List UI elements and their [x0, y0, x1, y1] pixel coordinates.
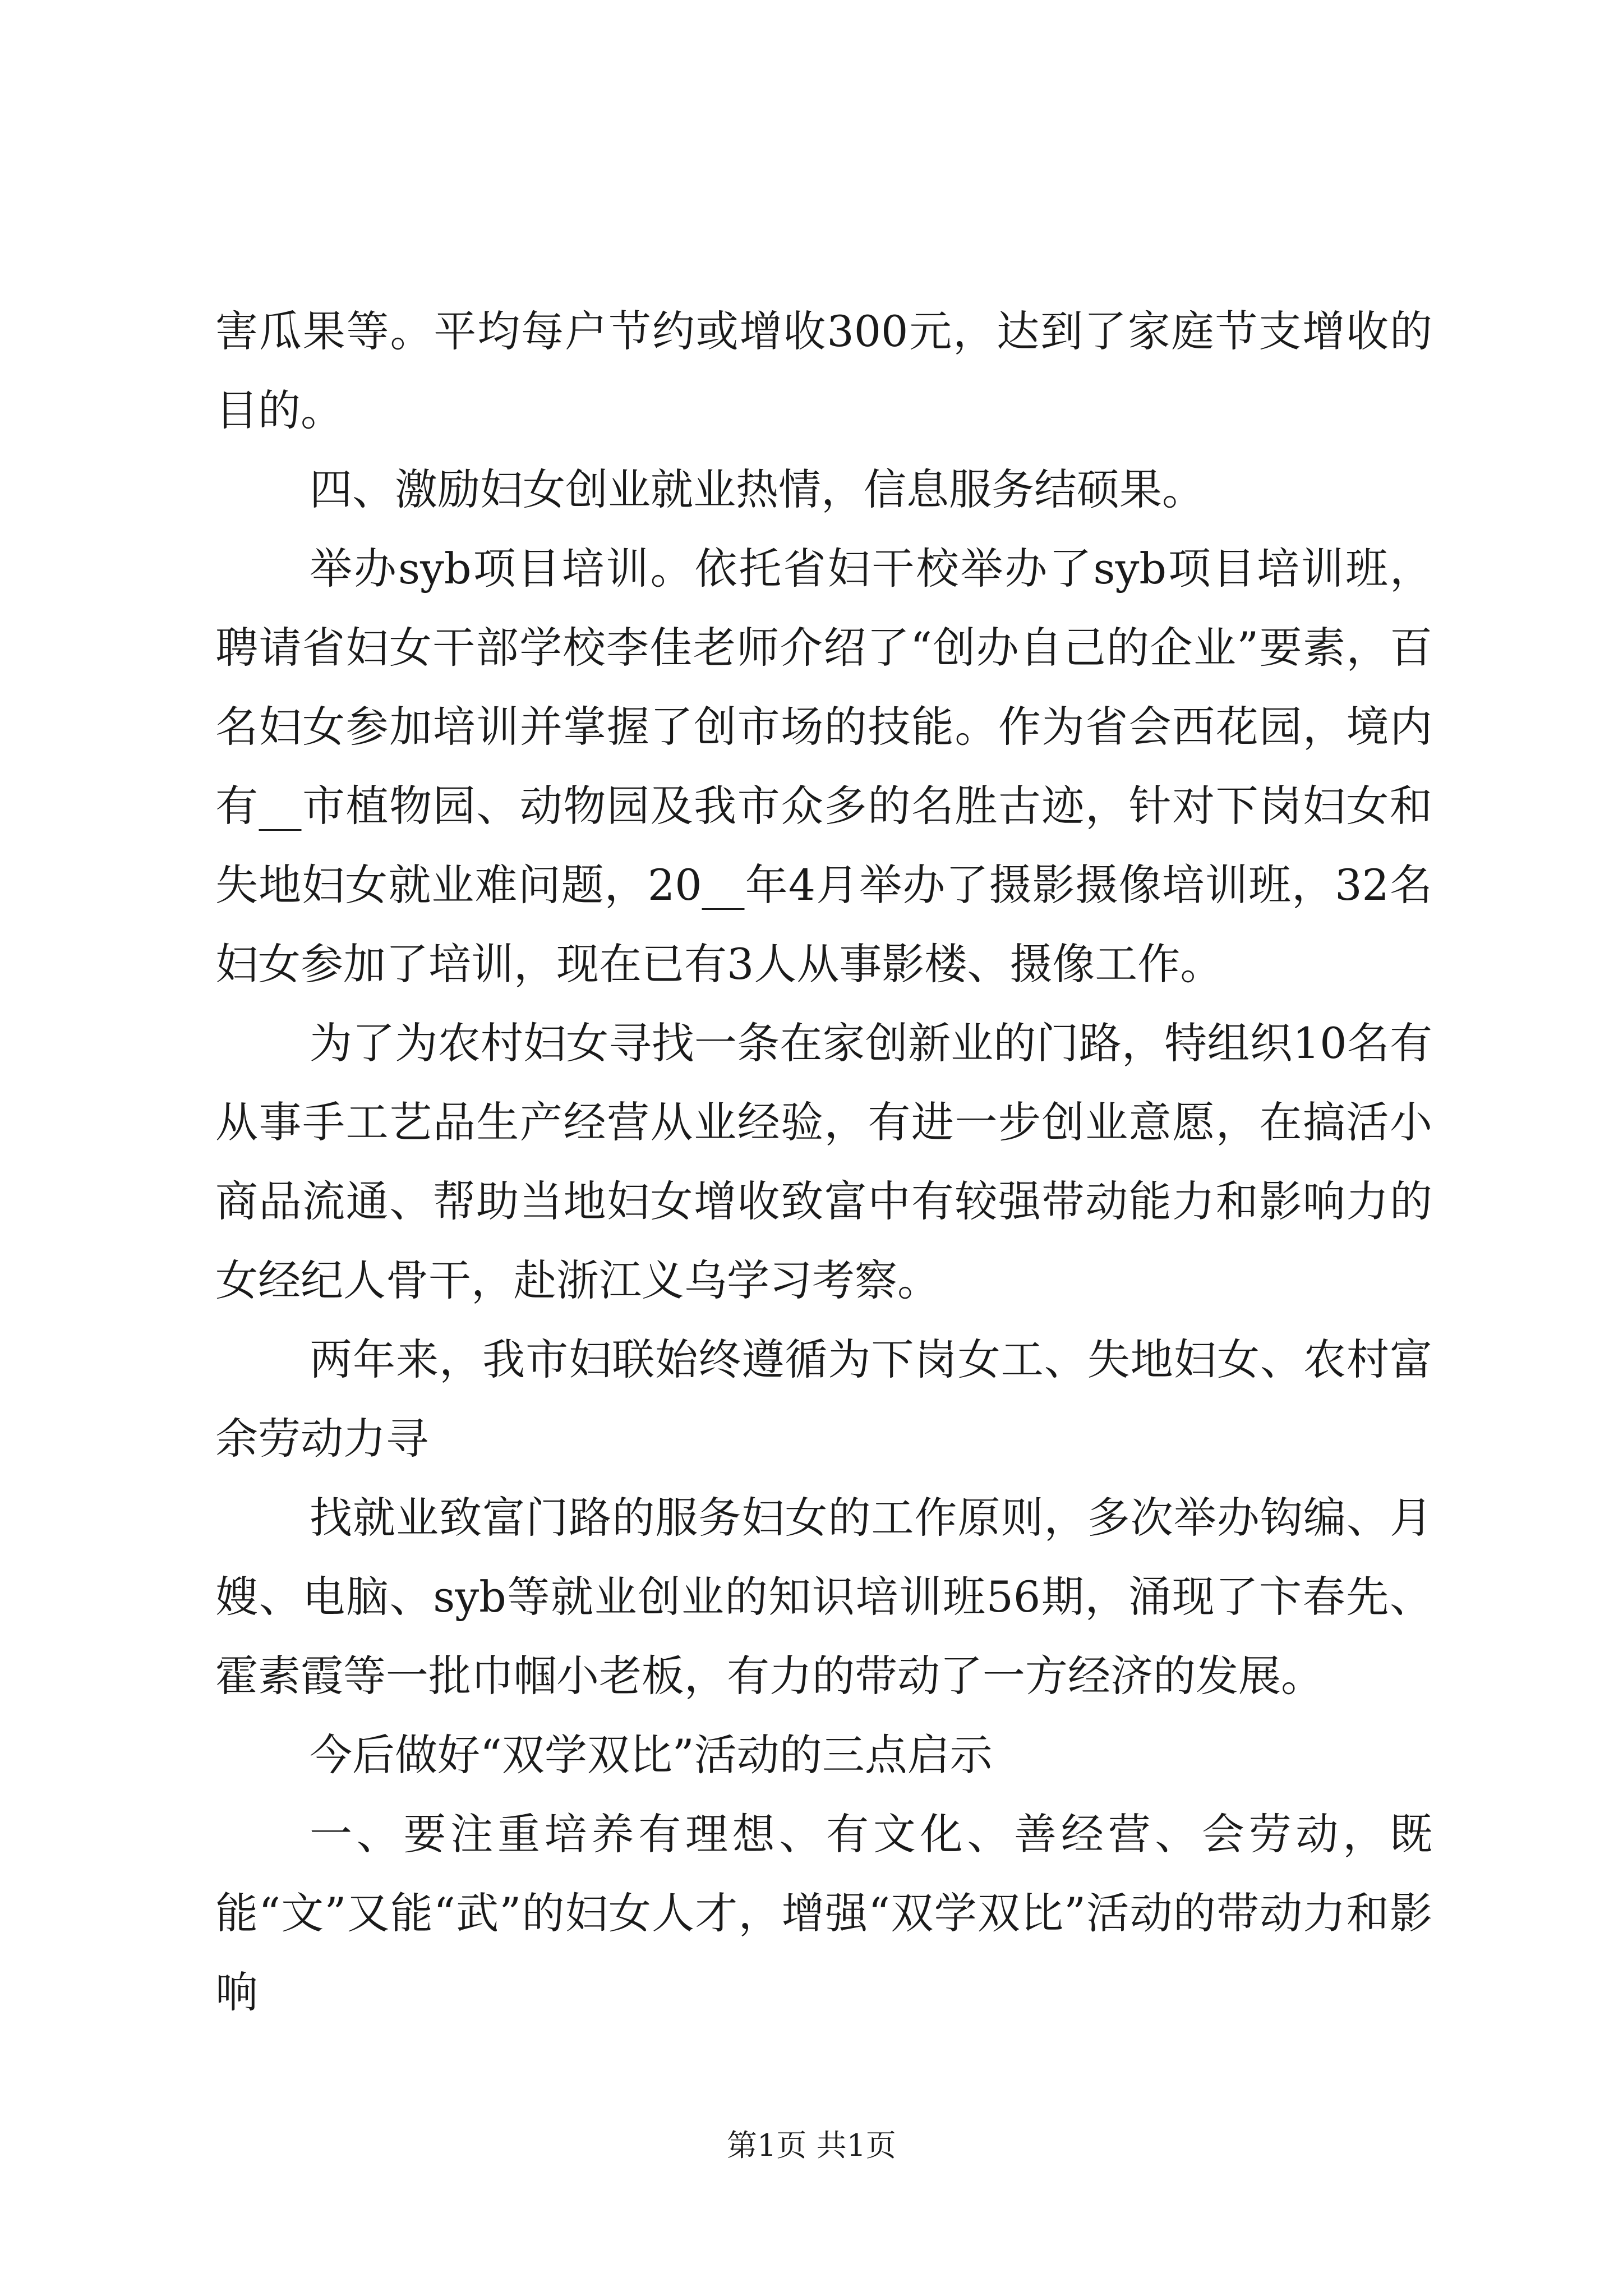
- section-heading-three-insights: 今后做好“双学双比”活动的三点启示: [310, 1730, 993, 1780]
- section-heading-four: 四、激励妇女创业就业热情，信息服务结硕果。: [310, 464, 1205, 514]
- paragraph-two-years: 两年来，我市妇联始终遵循为下岗女工、失地妇女、农村富余劳动力寻: [215, 1335, 1432, 1464]
- paragraph-yiwu-study: 为了为农村妇女寻找一条在家创新业的门路，特组织10名有从事手工艺品生产经营从业经验，有进一步创业意愿，在搞活小商品流通、帮助当地妇女增收致富中有较强带动能力和影响力的女经纪人骨干，赴浙江义乌学习考察。: [215, 1018, 1432, 1305]
- document-body: [215, 292, 1432, 2032]
- paragraph-syb-training: 举办syb项目培训。依托省妇干校举办了syb项目培训班，聘请省妇女干部学校李佳老师介绍了“创办自己的企业”要素，百名妇女参加培训并掌握了创市场的技能。作为省会西花园，境内有__市植物园、动物园及我市众多的名胜古迹，针对下岗妇女和失地妇女就业难问题，20__年4月举办了摄影摄像培训班，32名妇女参加了培训，现在已有3人从事影楼、摄像工作。: [215, 544, 1432, 989]
- paragraph-employment-principle: 找就业致富门路的服务妇女的工作原则，多次举办钩编、月嫂、电脑、syb等就业创业的知识培训班56期，涌现了卞春先、霍素霞等一批巾帼小老板，有力的带动了一方经济的发展。: [215, 1493, 1432, 1701]
- paragraph-continuation: 害瓜果等。平均每户节约或增收300元，达到了家庭节支增收的目的。: [215, 306, 1432, 435]
- paragraph-insight-one: 一、要注重培养有理想、有文化、善经营、会劳动，既能“文”又能“武”的妇女人才，增强“双学双比”活动的带动力和影响: [215, 1809, 1432, 2017]
- page-footer: 第1页 共1页: [727, 2128, 896, 2163]
